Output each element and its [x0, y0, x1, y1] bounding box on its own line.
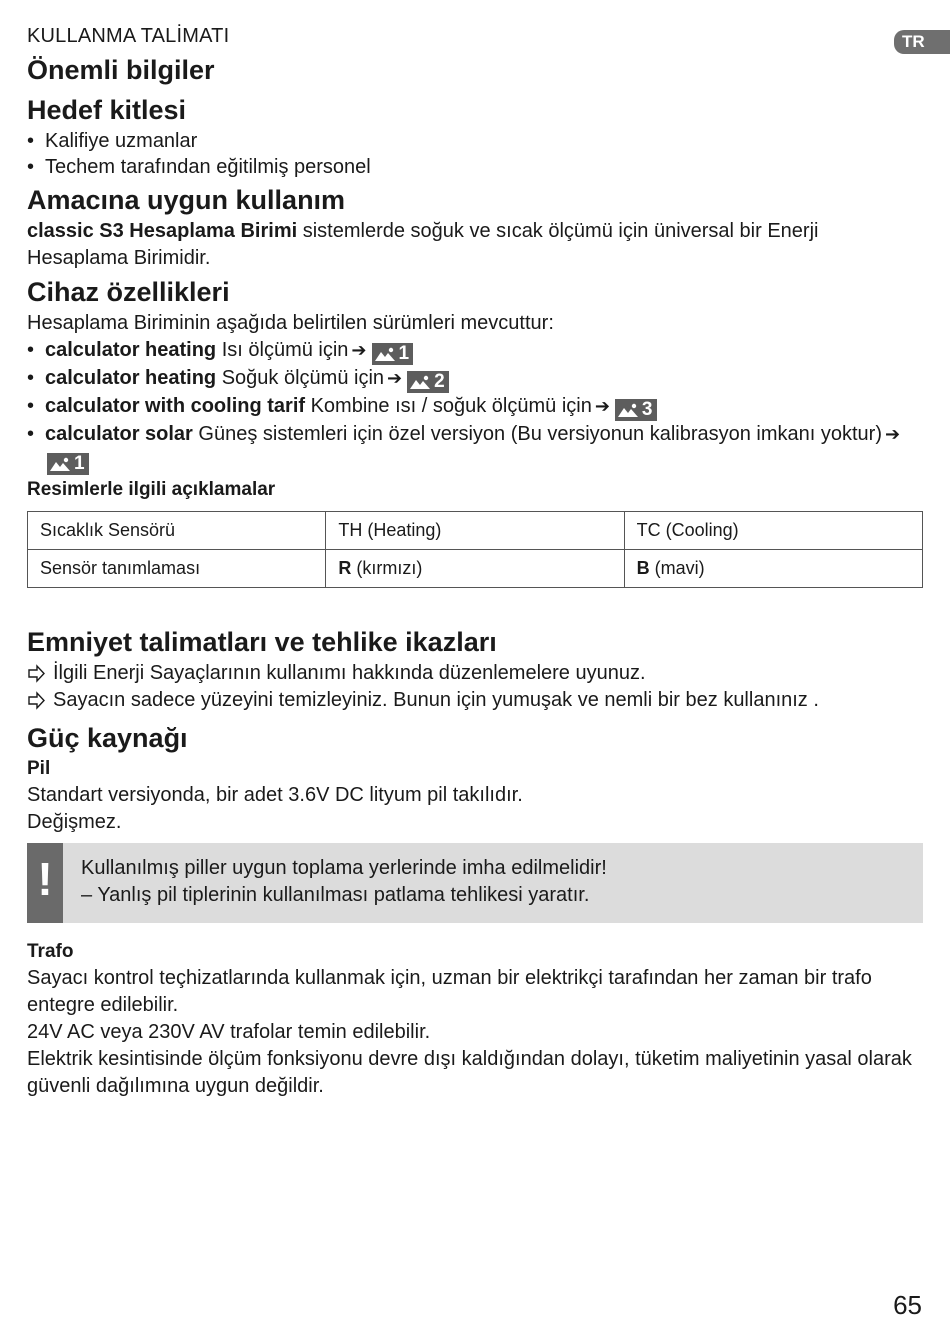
transformer-line: Elektrik kesintisinde ölçüm fonksiyonu devre dışı kaldığından dolayı, tüketim maliyetinin yasal olarak güvenli dağılımına uygun değildir.	[27, 1048, 912, 1097]
hollow-arrow-icon	[27, 687, 47, 714]
version-item	[27, 393, 923, 421]
battery-text	[27, 782, 923, 836]
running-title: KULLANMA TALİMATI	[27, 25, 230, 47]
intended-use-desc: sistemlerde soğuk ve sıcak ölçümü için üniversal bir Enerji Hesaplama Birimidir.	[27, 220, 819, 269]
warning-exclamation-icon: !	[27, 843, 63, 923]
version-name: calculator heating	[45, 367, 217, 389]
table-cell	[624, 550, 922, 588]
warning-line: Kullanılmış piller uygun toplama yerlerinde imha edilmelidir!	[81, 857, 607, 879]
target-group-list	[27, 128, 923, 180]
version-item	[27, 337, 923, 365]
battery-line: Değişmez.	[27, 811, 122, 833]
picture-icon	[374, 346, 396, 362]
figure-ref[interactable]	[407, 371, 449, 393]
picture-icon	[617, 402, 639, 418]
lang-badge: TR	[894, 30, 950, 54]
figure-number: 2	[434, 371, 445, 392]
version-desc: Güneş sistemleri için özel versiyon (Bu versiyonun kalibrasyon imkanı yoktur)	[192, 423, 882, 445]
battery-title: Pil	[27, 758, 51, 779]
version-name: calculator solar	[45, 423, 193, 445]
heading-target-group: Hedef kitlesi	[27, 95, 187, 125]
intended-use-text	[27, 218, 923, 272]
page-number: 65	[893, 1290, 922, 1320]
table-cell	[326, 550, 624, 588]
transformer-text	[27, 965, 923, 1100]
heading-safety: Emniyet talimatları ve tehlike ikazları	[27, 627, 497, 657]
heading-power-supply: Güç kaynağı	[27, 723, 188, 753]
heading-intended-use: Amacına uygun kullanım	[27, 185, 346, 215]
cell-code: B	[636, 558, 650, 578]
legend-title: Resimlerle ilgili açıklamalar	[27, 479, 276, 500]
cell-text: (kırmızı)	[351, 558, 423, 578]
safety-item	[27, 687, 923, 714]
safety-list	[27, 660, 923, 714]
version-desc: Kombine ısı / soğuk ölçümü için	[305, 395, 592, 417]
figure-ref[interactable]	[615, 399, 657, 421]
figure-number: 3	[641, 399, 653, 420]
arrow-right-icon: ➔	[387, 368, 403, 388]
version-name: calculator heating	[45, 339, 217, 361]
cell-text: TC (Cooling)	[636, 520, 739, 540]
figure-ref[interactable]	[47, 453, 89, 475]
arrow-right-icon: ➔	[594, 396, 610, 416]
figure-number: 1	[74, 453, 85, 474]
list-item: • Techem tarafından eğitilmiş personel	[27, 154, 923, 180]
warning-box	[27, 843, 923, 923]
safety-item	[27, 660, 923, 687]
cell-text: TH (Heating)	[338, 520, 442, 540]
version-name: calculator with cooling tarif	[45, 395, 306, 417]
cell-code: R	[338, 558, 352, 578]
cell-text: Sıcaklık Sensörü	[40, 520, 176, 540]
device-features-intro: Hesaplama Biriminin aşağıda belirtilen sürümleri mevcuttur:	[27, 312, 554, 334]
cell-text: (mavi)	[649, 558, 705, 578]
table-row	[28, 550, 923, 588]
heading-important-info: Önemli bilgiler	[27, 55, 215, 85]
picture-icon	[409, 374, 431, 390]
table-cell	[326, 512, 624, 550]
page-content	[27, 22, 923, 1100]
transformer-line: 24V AC veya 230V AV trafolar temin edilebilir.	[27, 1021, 431, 1043]
safety-text: İlgili Enerji Sayaçlarının kullanımı hakkında düzenlemelere uyunuz.	[53, 662, 646, 684]
transformer-line: Sayacı kontrol teçhizatlarında kullanmak için, uzman bir elektrikçi tarafından her zaman bir trafo entegre edilebilir.	[27, 967, 872, 1016]
table-cell	[624, 512, 922, 550]
table-row	[28, 512, 923, 550]
product-name: classic S3 Hesaplama Birimi	[27, 220, 298, 242]
heading-device-features: Cihaz özellikleri	[27, 277, 230, 307]
arrow-right-icon: ➔	[885, 424, 901, 444]
battery-line: Standart versiyonda, bir adet 3.6V DC lityum pil takılıdır.	[27, 784, 523, 806]
transformer-title: Trafo	[27, 941, 74, 962]
version-item	[27, 365, 923, 393]
warning-text	[63, 843, 607, 923]
safety-text: Sayacın sadece yüzeyini temizleyiniz. Bunun için yumuşak ve nemli bir bez kullanınız .	[53, 689, 819, 711]
figure-number: 1	[398, 343, 410, 364]
figure-ref[interactable]	[372, 343, 414, 365]
cell-text: Sensör tanımlaması	[40, 558, 201, 578]
table-cell	[28, 512, 326, 550]
table-cell	[28, 550, 326, 588]
list-item: • Kalifiye uzmanlar	[27, 128, 923, 154]
version-desc: Soğuk ölçümü için	[216, 367, 385, 389]
hollow-arrow-icon	[27, 660, 47, 687]
sensor-table	[27, 511, 923, 588]
version-item	[27, 421, 923, 475]
picture-icon	[49, 456, 71, 472]
warning-line: – Yanlış pil tiplerinin kullanılması patlama tehlikesi yaratır.	[81, 884, 590, 906]
version-desc: Isı ölçümü için	[216, 339, 349, 361]
arrow-right-icon: ➔	[351, 340, 367, 360]
version-list	[27, 337, 923, 475]
